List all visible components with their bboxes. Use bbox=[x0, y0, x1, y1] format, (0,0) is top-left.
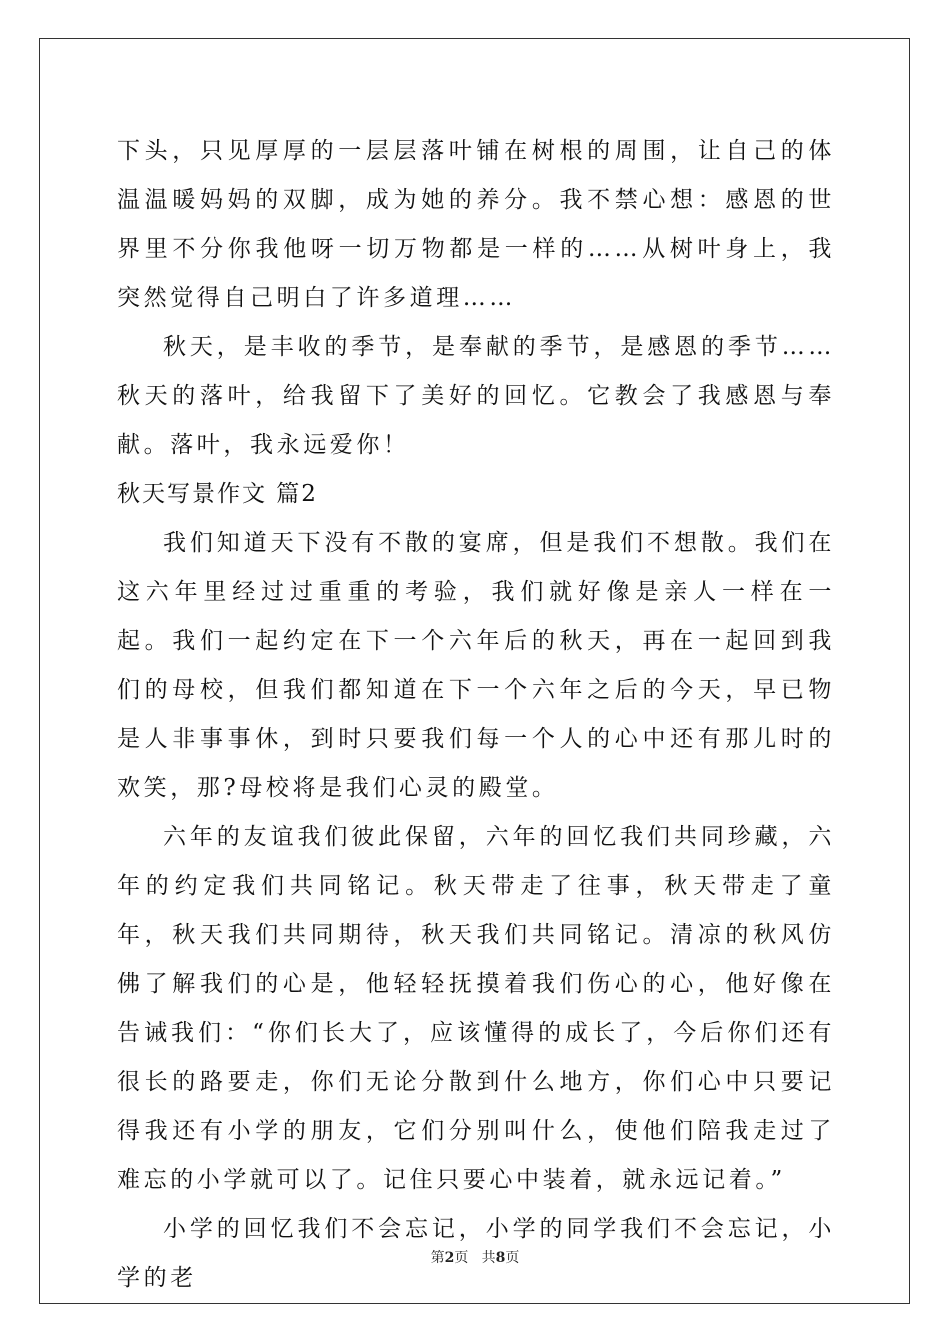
paragraph-memories: 小学的回忆我们不会忘记，小学的同学我们不会忘记，小学的老 bbox=[117, 1216, 835, 1291]
footer-page-number: 2 bbox=[444, 1250, 455, 1266]
page-footer bbox=[0, 1247, 950, 1267]
document-body bbox=[117, 127, 835, 1303]
footer-total-suffix: 页 bbox=[505, 1250, 520, 1266]
footer-total-pages: 8 bbox=[495, 1250, 506, 1266]
paragraph-farewell: 我们知道天下没有不散的宴席，但是我们不想散。我们在这六年里经过过重重的考验，我们就好像是亲人一样在一起。我们一起约定在下一个六年后的秋天，再在一起回到我们的母校，但我们都知道在下一个六年之后的今天，早已物是人非事事休，到时只要我们每一个人的心中还有那儿时的欢笑，那?母校将是我们心灵的殿堂。 bbox=[117, 530, 835, 801]
paragraph-continuation: 下头，只见厚厚的一层层落叶铺在树根的周围，让自己的体温温暖妈妈的双脚，成为她的养分。我不禁心想：感恩的世界里不分你我他呀一切万物都是一样的……从树叶身上，我突然觉得自己明白了许多道理…… bbox=[117, 138, 835, 311]
section-heading: 秋天写景作文 篇2 bbox=[117, 481, 318, 507]
footer-page-prefix: 第 bbox=[430, 1250, 445, 1266]
paragraph-friendship: 六年的友谊我们彼此保留，六年的回忆我们共同珍藏，六年的约定我们共同铭记。秋天带走了往事，秋天带走了童年，秋天我们共同期待，秋天我们共同铭记。清凉的秋风仿佛了解我们的心是，他轻轻抚摸着我们伤心的心，他好像在告诫我们：“你们长大了，应该懂得的成长了，今后你们还有很长的路要走，你们无论分散到什么地方，你们心中只要记得我还有小学的朋友，它们分别叫什么，使他们陪我走过了难忘的小学就可以了。记住只要心中装着，就永远记着。” bbox=[117, 824, 835, 1193]
footer-total-prefix: 共 bbox=[481, 1250, 496, 1266]
paragraph-autumn-conclusion: 秋天，是丰收的季节，是奉献的季节，是感恩的季节……秋天的落叶，给我留下了美好的回忆。它教会了我感恩与奉献。落叶，我永远爱你！ bbox=[117, 334, 835, 458]
footer-page-suffix: 页 bbox=[454, 1250, 469, 1266]
